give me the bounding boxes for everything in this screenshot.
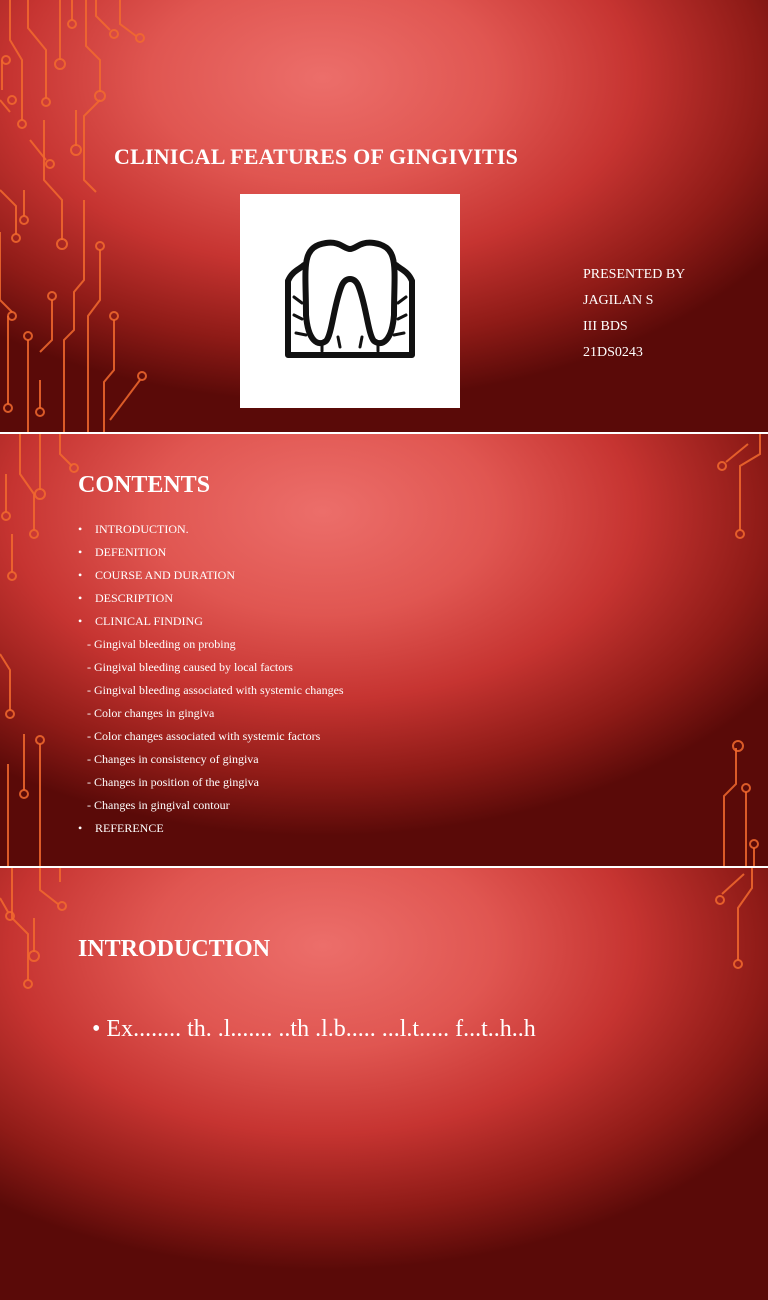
list-subitem: - Changes in position of the gingiva — [87, 775, 259, 789]
list-subitem: - Gingival bleeding on probing — [87, 637, 236, 651]
cut-off-paragraph: • Ex........ th. .l....... ..th .l.b..... ...l.t..... f...t..h..h — [92, 1016, 536, 1042]
list-subitem: - Gingival bleeding caused by local factors — [87, 660, 293, 674]
list-subitem: - Changes in consistency of gingiva — [87, 752, 259, 766]
slide-introduction — [0, 868, 768, 1300]
tooth-image — [240, 194, 460, 408]
presenter-line: PRESENTED BY — [583, 267, 686, 282]
list-subitem: - Color changes in gingiva — [87, 706, 215, 720]
list-item: • COURSE AND DURATION — [78, 568, 236, 582]
list-item: • INTRODUCTION. — [78, 522, 189, 536]
slide-title — [0, 0, 768, 432]
list-item: • DEFENITION — [78, 545, 167, 559]
slide-contents — [0, 434, 768, 866]
section-heading: CONTENTS — [78, 472, 211, 498]
presenter-info — [583, 262, 685, 366]
tooth-gum-icon — [282, 237, 418, 365]
list-subitem: - Gingival bleeding associated with systemic changes — [87, 683, 344, 697]
list-subitem: - Changes in gingival contour — [87, 798, 230, 812]
presentation-title: CLINICAL FEATURES OF GINGIVITIS — [114, 144, 519, 169]
presenter-class: III BDS — [583, 319, 628, 334]
presenter-name: JAGILAN S — [583, 293, 654, 308]
circuit-decoration — [0, 868, 768, 1300]
list-item: • REFERENCE — [78, 821, 164, 835]
list-subitem: - Color changes associated with systemic factors — [87, 729, 321, 743]
contents-list — [78, 518, 344, 840]
presenter-id: 21DS0243 — [583, 345, 643, 360]
list-item: • CLINICAL FINDING — [78, 614, 203, 628]
section-heading: INTRODUCTION — [78, 936, 271, 962]
list-item: • DESCRIPTION — [78, 591, 174, 605]
